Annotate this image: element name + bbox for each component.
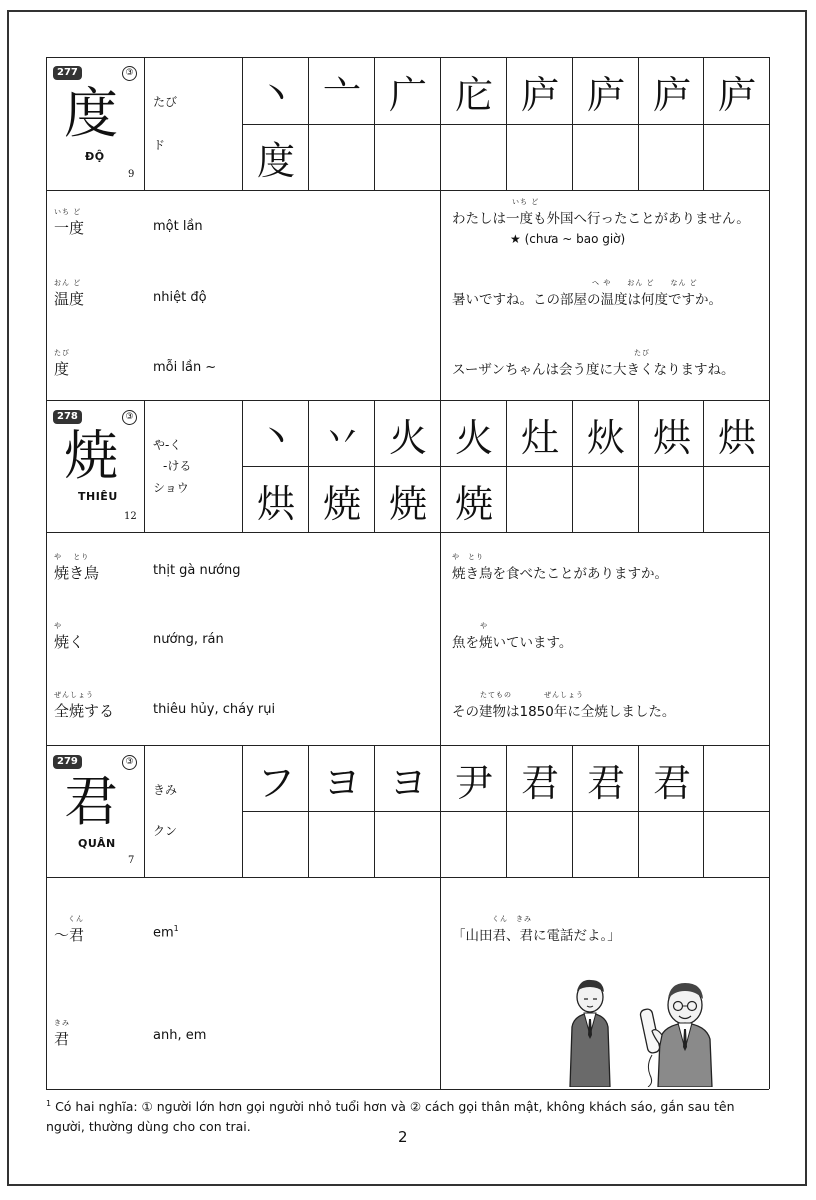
stroke-step: ヨ <box>322 760 361 805</box>
vocab-meaning: thịt gà nướng <box>153 563 241 578</box>
vocab-meaning: nướng, rán <box>153 632 224 647</box>
reading-kun-alt: -ける <box>163 459 192 473</box>
main-kanji: 度 <box>64 82 118 145</box>
example-sentence: へ や おん ど なん ど 暑いですね。この部屋の温度は何度ですか。 <box>452 279 722 308</box>
stroke-step: 炏 <box>586 415 625 460</box>
stroke-step: 君 <box>586 760 625 805</box>
vocab-word: たび 度 <box>54 349 70 378</box>
stroke-step: 庐 <box>586 72 625 117</box>
stroke-step: 亠 <box>322 72 361 117</box>
stroke-step: 丶 <box>256 72 295 117</box>
vocab-word: くん 〜君 <box>54 915 85 944</box>
stroke-step: 焼 <box>454 481 493 526</box>
stroke-step: 烘 <box>256 481 295 526</box>
vocab-word: いち ど 一度 <box>54 208 85 237</box>
reading-on: ショウ <box>153 481 189 495</box>
han-viet-label: THIÊU <box>78 490 118 503</box>
stroke-step: フ <box>256 760 295 805</box>
phone-call-illustration <box>560 975 740 1087</box>
reading-kun: きみ <box>153 783 178 797</box>
vocab-word: や とり 焼き鳥 <box>54 553 100 582</box>
stroke-step: 烘 <box>652 415 691 460</box>
stroke-step: 庀 <box>454 72 493 117</box>
vocab-meaning: nhiệt độ <box>153 290 207 305</box>
vocab-meaning: thiêu hủy, cháy rụi <box>153 702 276 717</box>
grade-mark: ③ <box>122 410 137 425</box>
stroke-step: 君 <box>652 760 691 805</box>
stroke-step: 焼 <box>388 481 427 526</box>
grade-mark: ③ <box>122 755 137 770</box>
stroke-step: 火 <box>454 415 493 460</box>
stroke-step: 烘 <box>717 415 756 460</box>
vocab-word: おん ど 温度 <box>54 279 85 308</box>
reading-on: ド <box>153 138 166 152</box>
kanji-number-badge: 277 <box>53 66 82 80</box>
stroke-step: 庐 <box>520 72 559 117</box>
main-kanji: 君 <box>64 770 118 833</box>
stroke-step: 君 <box>520 760 559 805</box>
stroke-step: 庐 <box>652 72 691 117</box>
reading-kun: たび <box>153 95 178 109</box>
example-sentence: くん きみ 「山田君、君に電話だよ。」 <box>452 915 621 944</box>
stroke-step: 火 <box>388 415 427 460</box>
stroke-count: 12 <box>124 511 137 522</box>
vocab-meaning: $em^1$ <box>153 924 179 941</box>
stroke-step: 焼 <box>322 481 361 526</box>
stroke-step: 广 <box>388 72 427 117</box>
stroke-count: 9 <box>128 169 135 180</box>
stroke-step: 灶 <box>520 415 559 460</box>
stroke-step: ヨ <box>388 760 427 805</box>
kanji-number-badge: 278 <box>53 410 82 424</box>
stroke-step: 丷 <box>322 415 361 460</box>
han-viet-label: ĐỘ <box>85 150 105 163</box>
stroke-count: 7 <box>128 855 135 866</box>
stroke-step: 尹 <box>454 760 493 805</box>
han-viet-label: QUÂN <box>78 837 116 850</box>
vocab-meaning: mỗi lần ~ <box>153 360 217 375</box>
example-sentence: や とり 焼き鳥を食べたことがありますか。 <box>452 553 668 582</box>
main-kanji: 焼 <box>64 424 118 487</box>
usage-note: ★ (chưa ~ bao giờ) <box>510 232 626 246</box>
example-sentence: たてもの ぜんしょう その建物は1850年に全焼しました。 <box>452 691 676 720</box>
vocab-word: ぜんしょう 全焼する <box>54 691 115 720</box>
page-number: 2 <box>398 1128 408 1146</box>
kanji-number-badge: 279 <box>53 755 82 769</box>
stroke-step: 庐 <box>717 72 756 117</box>
vocab-meaning: anh, em <box>153 1028 207 1043</box>
reading-on: クン <box>153 824 178 838</box>
example-sentence: いち ど わたしは一度も外国へ行ったことがありません。 <box>452 198 750 227</box>
reading-kun: や-く <box>153 438 182 452</box>
grade-mark: ③ <box>122 66 137 81</box>
stroke-step: 度 <box>256 138 295 183</box>
example-sentence: や 魚を焼いています。 <box>452 622 573 651</box>
vocab-word: や 焼く <box>54 622 85 651</box>
vocab-word: きみ 君 <box>54 1019 70 1048</box>
stroke-step: 丶 <box>256 415 295 460</box>
footnote: $^1$ Có hai nghĩa: ① người lớn hơn gọi người nhỏ tuổi hơn và ② cách gọi thân mật, không khách sáo, gắn sau tên người, thường dùng cho con trai. <box>46 1099 735 1135</box>
vocab-meaning: một lần <box>153 219 203 234</box>
example-sentence: たび スーザンちゃんは会う度に大きくなりますね。 <box>452 349 735 378</box>
